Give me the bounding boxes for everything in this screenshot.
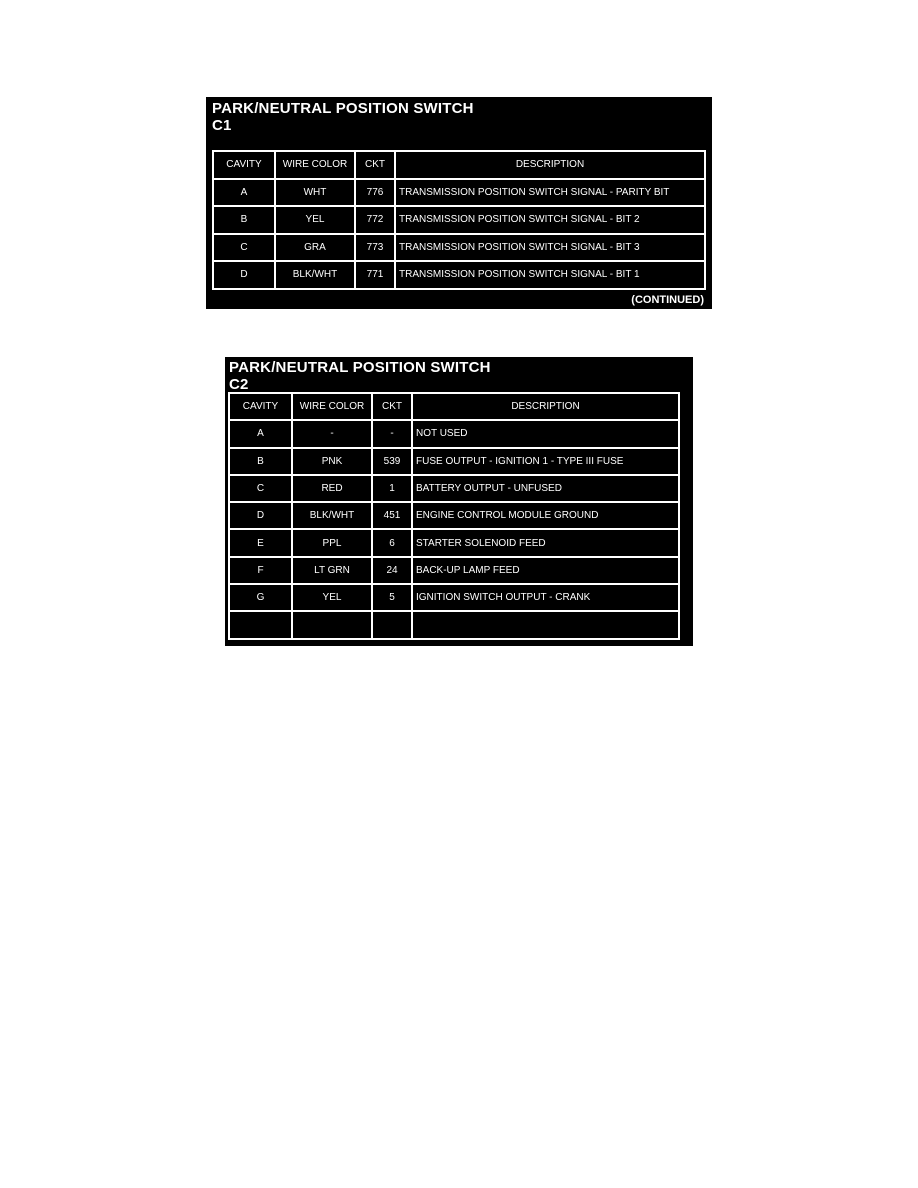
cavity-cell: B <box>229 448 292 475</box>
description-cell <box>412 611 679 638</box>
description-cell: STARTER SOLENOID FEED <box>412 529 679 556</box>
connector-c2-panel <box>225 357 693 646</box>
description-cell: TRANSMISSION POSITION SWITCH SIGNAL - BIT 2 <box>395 206 705 234</box>
description-cell: TRANSMISSION POSITION SWITCH SIGNAL - PARITY BIT <box>395 179 705 207</box>
cavity-cell: C <box>229 475 292 502</box>
table-row <box>213 234 705 262</box>
ckt-cell: 451 <box>372 502 412 529</box>
wire-color-cell: - <box>292 420 372 447</box>
ckt-cell: 776 <box>355 179 395 207</box>
description-cell: ENGINE CONTROL MODULE GROUND <box>412 502 679 529</box>
table-header-row <box>213 151 705 179</box>
description-cell: IGNITION SWITCH OUTPUT - CRANK <box>412 584 679 611</box>
table-row <box>229 420 679 447</box>
continued-note: (CONTINUED) <box>631 294 704 306</box>
table-header-row <box>229 393 679 420</box>
connector-c1-panel <box>206 97 712 309</box>
wire-color-cell: RED <box>292 475 372 502</box>
header-cavity: CAVITY <box>213 151 275 179</box>
wire-color-cell: WHT <box>275 179 355 207</box>
cavity-cell: D <box>229 502 292 529</box>
connector-c1-title <box>212 100 474 134</box>
header-ckt: CKT <box>372 393 412 420</box>
table-row-empty <box>229 611 679 638</box>
cavity-cell: G <box>229 584 292 611</box>
table-row <box>229 448 679 475</box>
connector-c2-title-line2: C2 <box>229 376 249 393</box>
wire-color-cell: YEL <box>292 584 372 611</box>
wire-color-cell: BLK/WHT <box>275 261 355 289</box>
wire-color-cell: PPL <box>292 529 372 556</box>
ckt-cell: 771 <box>355 261 395 289</box>
wire-color-cell: LT GRN <box>292 557 372 584</box>
table-row <box>229 529 679 556</box>
wire-color-cell: GRA <box>275 234 355 262</box>
connector-c2-title-line1: PARK/NEUTRAL POSITION SWITCH <box>229 359 491 376</box>
table-row <box>213 179 705 207</box>
description-cell: TRANSMISSION POSITION SWITCH SIGNAL - BIT 3 <box>395 234 705 262</box>
cavity-cell: E <box>229 529 292 556</box>
description-cell: TRANSMISSION POSITION SWITCH SIGNAL - BIT 1 <box>395 261 705 289</box>
ckt-cell <box>372 611 412 638</box>
table-row <box>229 584 679 611</box>
ckt-cell: 6 <box>372 529 412 556</box>
header-ckt: CKT <box>355 151 395 179</box>
description-cell: BACK-UP LAMP FEED <box>412 557 679 584</box>
cavity-cell <box>229 611 292 638</box>
cavity-cell: A <box>213 179 275 207</box>
wire-color-cell: BLK/WHT <box>292 502 372 529</box>
wire-color-cell <box>292 611 372 638</box>
cavity-cell: F <box>229 557 292 584</box>
cavity-cell: B <box>213 206 275 234</box>
table-row <box>213 206 705 234</box>
ckt-cell: 539 <box>372 448 412 475</box>
cavity-cell: D <box>213 261 275 289</box>
connector-c2-table <box>228 392 680 640</box>
connector-c1-title-line1: PARK/NEUTRAL POSITION SWITCH <box>212 100 474 117</box>
connector-c1-table <box>212 150 706 290</box>
connector-c2-title <box>229 359 491 393</box>
header-wire-color: WIRE COLOR <box>292 393 372 420</box>
table-row <box>213 261 705 289</box>
ckt-cell: 773 <box>355 234 395 262</box>
cavity-cell: A <box>229 420 292 447</box>
ckt-cell: 24 <box>372 557 412 584</box>
header-cavity: CAVITY <box>229 393 292 420</box>
ckt-cell: 5 <box>372 584 412 611</box>
ckt-cell: 1 <box>372 475 412 502</box>
description-cell: FUSE OUTPUT - IGNITION 1 - TYPE III FUSE <box>412 448 679 475</box>
description-cell: NOT USED <box>412 420 679 447</box>
table-row <box>229 475 679 502</box>
ckt-cell: - <box>372 420 412 447</box>
header-wire-color: WIRE COLOR <box>275 151 355 179</box>
table-row <box>229 557 679 584</box>
ckt-cell: 772 <box>355 206 395 234</box>
wire-color-cell: PNK <box>292 448 372 475</box>
header-description: DESCRIPTION <box>395 151 705 179</box>
wire-color-cell: YEL <box>275 206 355 234</box>
table-row <box>229 502 679 529</box>
description-cell: BATTERY OUTPUT - UNFUSED <box>412 475 679 502</box>
header-description: DESCRIPTION <box>412 393 679 420</box>
cavity-cell: C <box>213 234 275 262</box>
connector-c1-title-line2: C1 <box>212 117 232 134</box>
